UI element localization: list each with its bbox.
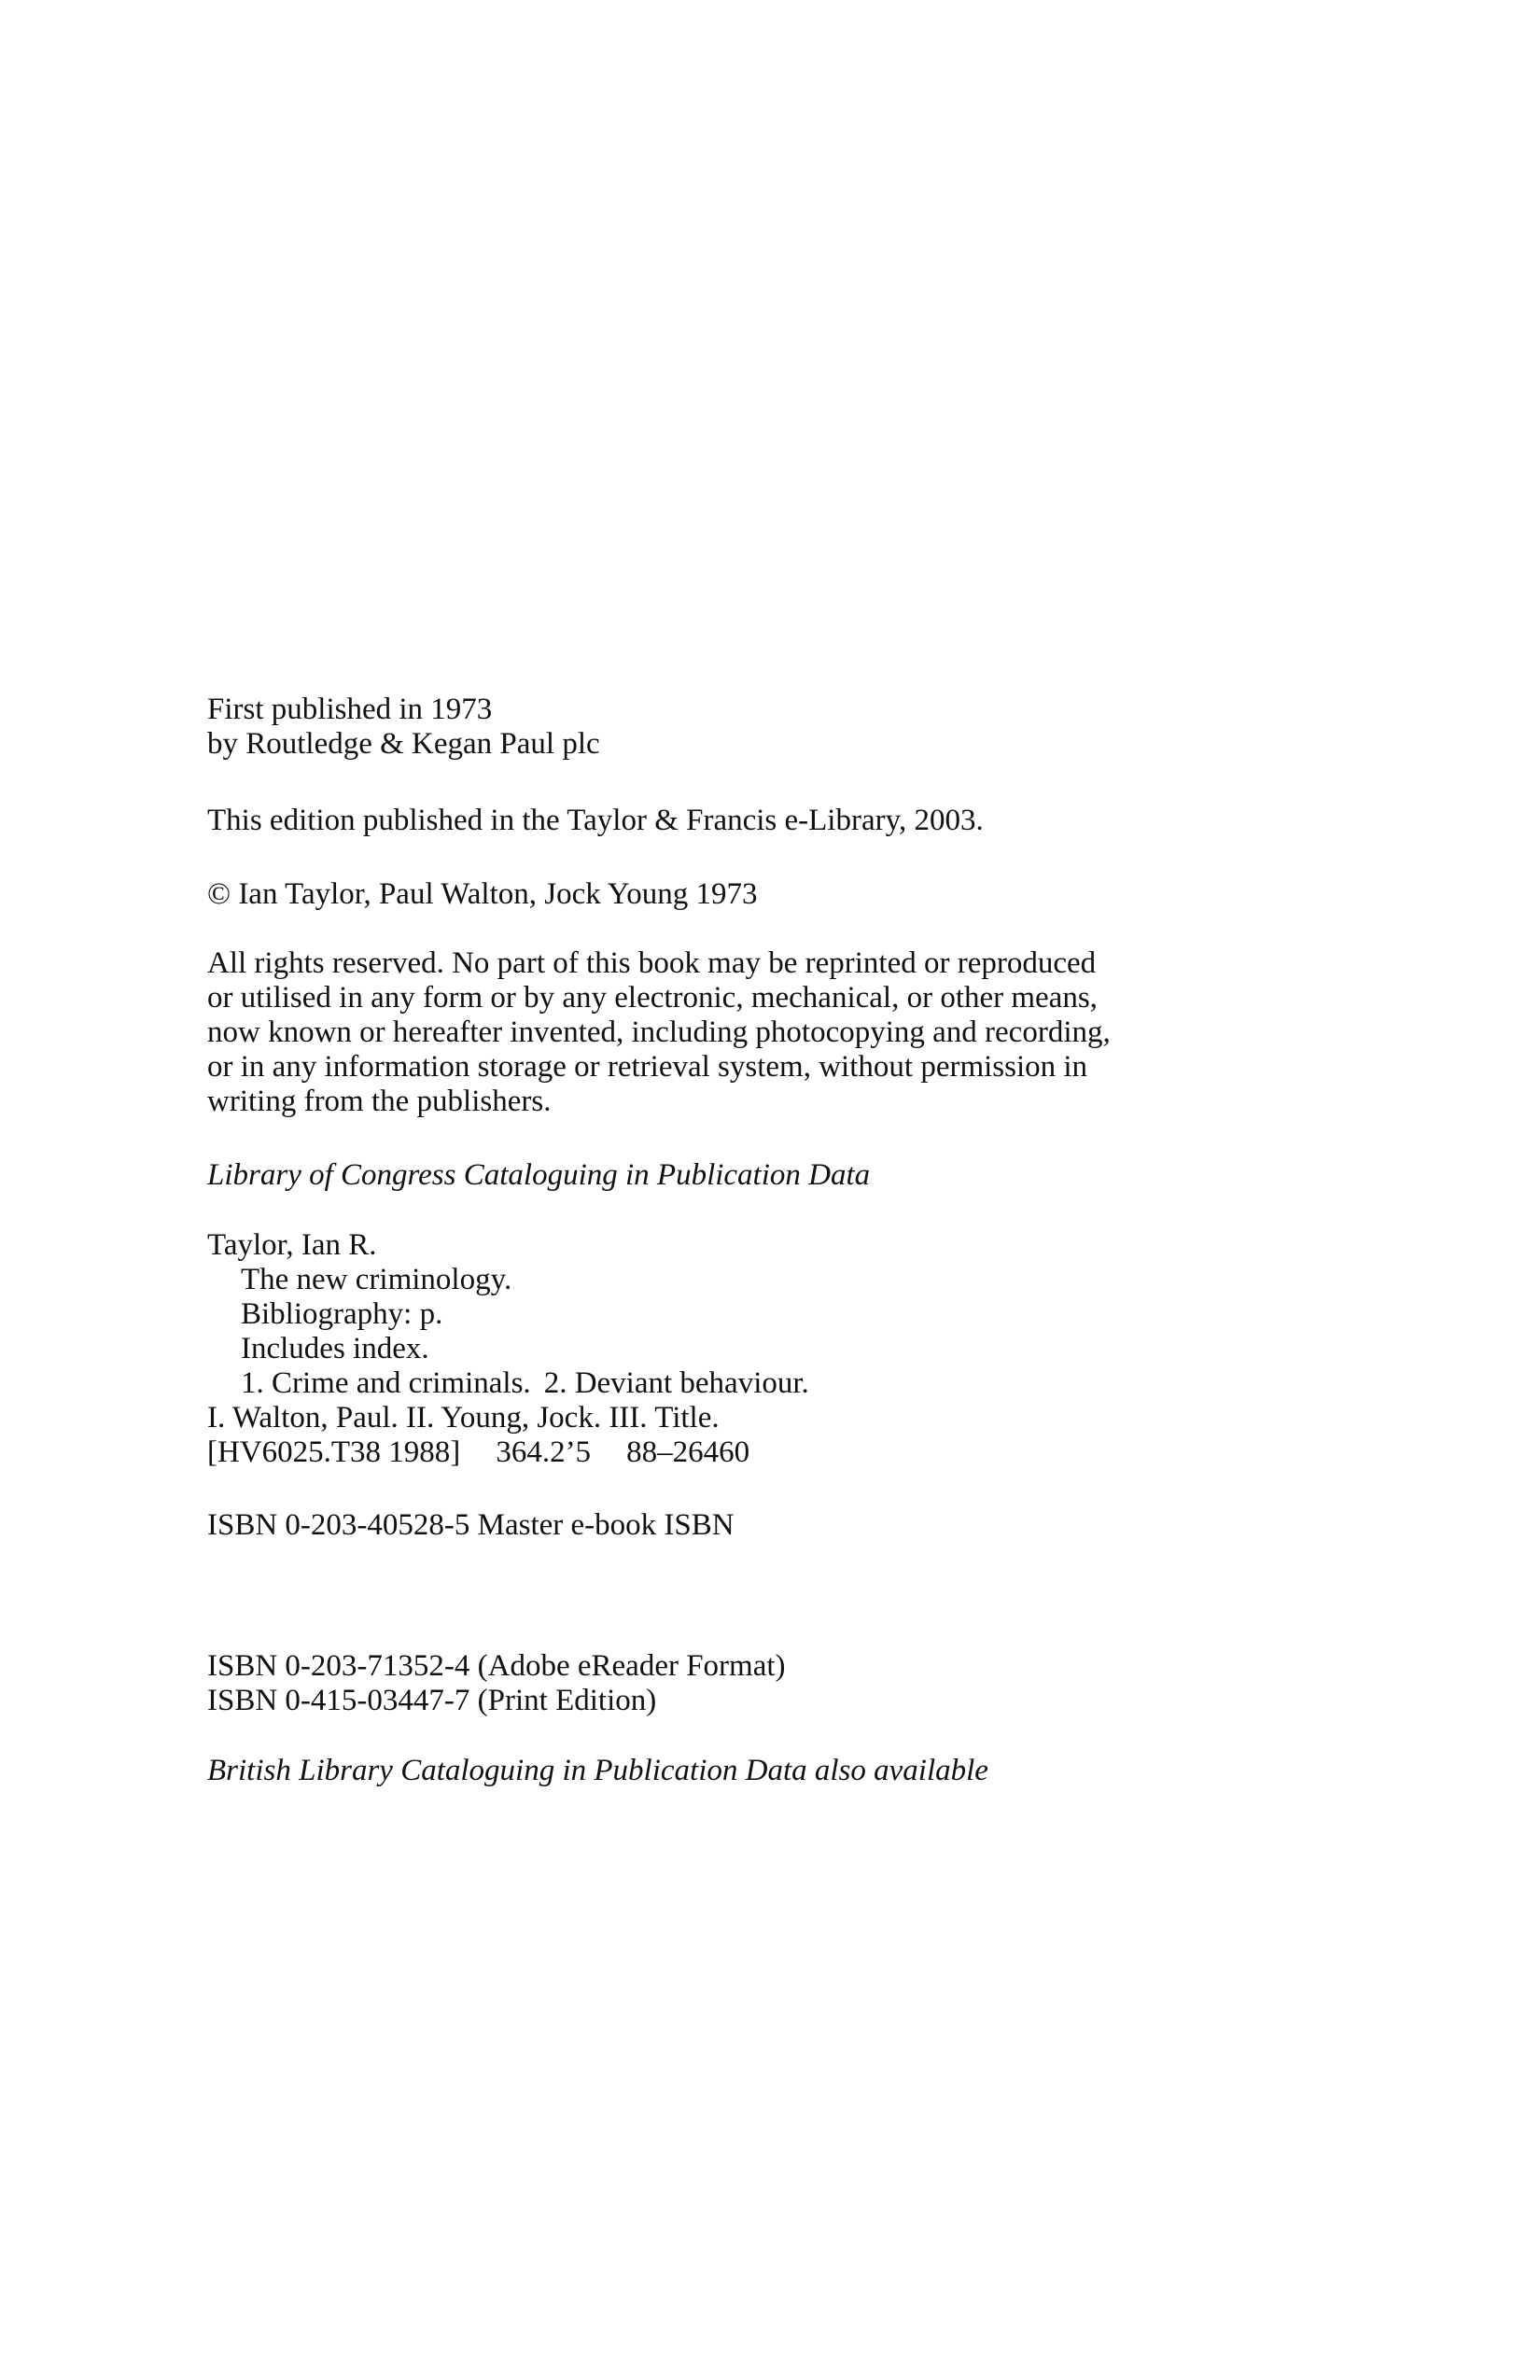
edition-note [207, 804, 1141, 838]
cip-classification: 364.2’5 [496, 1435, 592, 1469]
loc-heading [207, 1158, 1141, 1193]
rights-line: writing from the publishers. [207, 1085, 552, 1118]
rights-line: All rights reserved. No part of this book may be reprinted or reproduced [207, 946, 1097, 980]
first-published-line: First published in 1973 [207, 693, 493, 726]
isbn-adobe-line: ISBN 0-203-71352-4 (Adobe eReader Format) [207, 1649, 786, 1683]
rights-line: or utilised in any form or by any electronic, mechanical, or other means, [207, 981, 1098, 1015]
rights-line: or in any information storage or retrieval system, without permission in [207, 1050, 1088, 1084]
cip-record [207, 1228, 1141, 1470]
cip-subject-2: 2. Deviant behaviour. [543, 1366, 809, 1400]
rights-line: now known or hereafter invented, including photocopying and recording, [207, 1015, 1111, 1049]
publication-info [207, 693, 1141, 762]
cip-subjects [207, 1366, 1141, 1401]
copyright-notice [207, 877, 1141, 912]
cip-author: Taylor, Ian R. [207, 1228, 377, 1262]
isbn-print-line: ISBN 0-415-03447-7 (Print Edition) [207, 1684, 657, 1717]
cip-call-number: [HV6025.T38 1988] [207, 1435, 461, 1469]
cip-subject-1: 1. Crime and criminals. [241, 1366, 531, 1400]
isbn-other [207, 1649, 1141, 1718]
cip-lccn: 88–26460 [626, 1435, 750, 1469]
edition-note-line: This edition published in the Taylor & Francis e-Library, 2003. [207, 804, 984, 837]
isbn-master [207, 1508, 1141, 1543]
loc-heading-line: Library of Congress Cataloguing in Publication Data [207, 1158, 871, 1192]
bl-note [207, 1754, 1141, 1788]
cip-bibliography: Bibliography: p. [241, 1297, 443, 1331]
cip-index: Includes index. [241, 1332, 429, 1365]
publisher-line: by Routledge & Kegan Paul plc [207, 727, 600, 761]
cip-title: The new criminology. [241, 1263, 512, 1296]
copyright-line: © Ian Taylor, Paul Walton, Jock Young 1973 [207, 877, 758, 911]
isbn-master-line: ISBN 0-203-40528-5 Master e-book ISBN [207, 1508, 735, 1542]
cip-added-entries: I. Walton, Paul. II. Young, Jock. III. Title. [207, 1401, 720, 1435]
rights-statement [207, 946, 1141, 1119]
bl-note-line: British Library Cataloguing in Publication Data also available [207, 1754, 988, 1787]
cip-numbers [207, 1435, 1141, 1470]
